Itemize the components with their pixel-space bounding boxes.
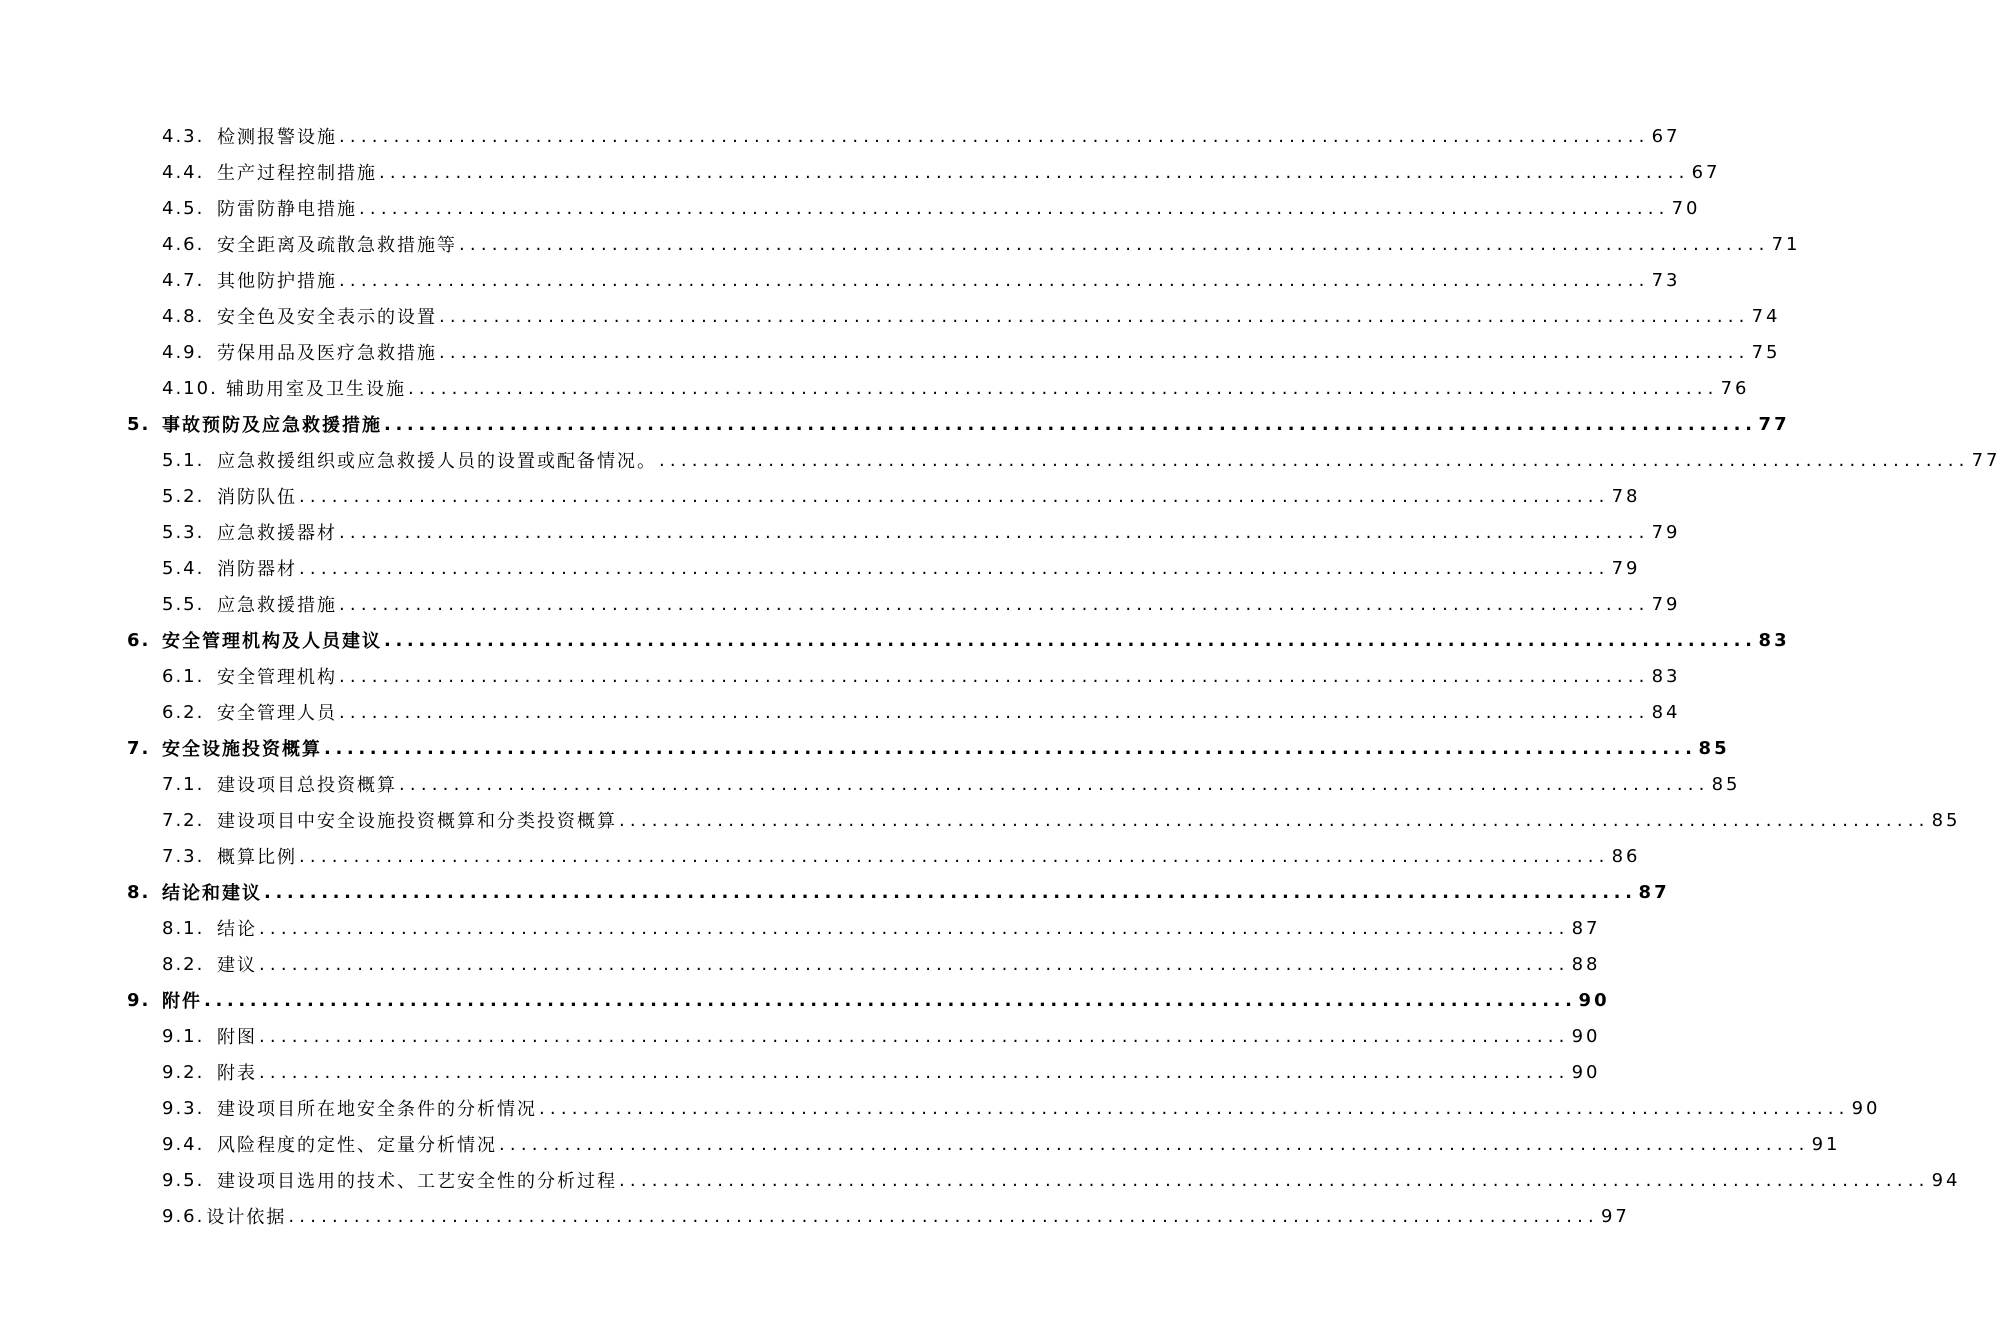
toc-dot-leader: ........................................................................................................................	[339, 521, 1650, 543]
toc-entry-8-2[interactable]	[0, 946, 1601, 982]
toc-entry-page: 83	[1758, 629, 1790, 651]
toc-entry-page: 85	[1931, 809, 1961, 831]
toc-entry-title: 其他防护措施	[217, 271, 337, 292]
toc-entry-number: 4.8.	[162, 305, 205, 327]
toc-dot-leader: ........................................................................................................................	[459, 233, 1770, 255]
toc-entry-number: 5.4.	[162, 557, 205, 579]
table-of-contents	[0, 118, 2001, 1234]
toc-entry-number: 9.6.	[162, 1205, 205, 1227]
toc-dot-leader: ........................................................................................................................	[379, 161, 1690, 183]
toc-entry-number: 9.2.	[162, 1061, 205, 1083]
toc-entry-5-5[interactable]	[0, 586, 1681, 622]
toc-entry-number: 9.	[127, 989, 151, 1011]
toc-dot-leader: ........................................................................................................................	[259, 917, 1570, 939]
toc-dot-leader: ........................................................................................................................	[204, 989, 1577, 1011]
toc-dot-leader: ........................................................................................................................	[399, 773, 1710, 795]
toc-entry-title: 结论	[217, 919, 257, 940]
toc-entry-number: 4.3.	[162, 125, 205, 147]
toc-dot-leader: ........................................................................................................................	[619, 809, 1930, 831]
toc-entry-title: 安全管理机构及人员建议	[162, 631, 382, 652]
toc-entry-page: 87	[1571, 917, 1601, 939]
toc-entry-page: 88	[1571, 953, 1601, 975]
toc-entry-number: 5.5.	[162, 593, 205, 615]
toc-entry-page: 78	[1611, 485, 1641, 507]
toc-entry-title: 设计依据	[206, 1207, 287, 1228]
toc-entry-9-3[interactable]	[0, 1090, 1881, 1126]
toc-entry-title: 消防器材	[217, 559, 297, 580]
toc-entry-number: 8.1.	[162, 917, 205, 939]
toc-entry-title: 建设项目选用的技术、工艺安全性的分析过程	[217, 1171, 617, 1192]
toc-entry-number: 9.4.	[162, 1133, 205, 1155]
toc-entry-7-3[interactable]	[0, 838, 1641, 874]
toc-entry-7-2[interactable]	[0, 802, 1961, 838]
toc-entry-9-4[interactable]	[0, 1126, 1841, 1162]
toc-entry-number: 8.2.	[162, 953, 205, 975]
toc-entry-5-3[interactable]	[0, 514, 1681, 550]
toc-entry-title: 安全管理人员	[217, 703, 337, 724]
toc-entry-page: 83	[1651, 665, 1681, 687]
toc-entry-number: 9.3.	[162, 1097, 205, 1119]
toc-entry-page: 90	[1571, 1025, 1601, 1047]
toc-entry-9-1[interactable]	[0, 1018, 1601, 1054]
toc-dot-leader: ........................................................................................................................	[384, 413, 1757, 435]
toc-entry-page: 84	[1651, 701, 1681, 723]
toc-entry-number: 4.4.	[162, 161, 205, 183]
toc-entry-number: 5.1.	[162, 449, 205, 471]
toc-dot-leader: ........................................................................................................................	[288, 1205, 1599, 1227]
toc-entry-title: 概算比例	[217, 847, 297, 868]
toc-entry-8[interactable]	[0, 874, 1670, 910]
toc-entry-title: 建设项目中安全设施投资概算和分类投资概算	[217, 811, 617, 832]
toc-entry-9[interactable]	[0, 982, 1610, 1018]
toc-entry-page: 90	[1578, 989, 1610, 1011]
toc-entry-9-6[interactable]	[0, 1198, 1630, 1234]
toc-entry-5-1[interactable]	[0, 442, 2001, 478]
toc-entry-9-5[interactable]	[0, 1162, 1961, 1198]
toc-entry-number: 6.1.	[162, 665, 205, 687]
toc-entry-number: 4.5.	[162, 197, 205, 219]
toc-entry-number: 9.5.	[162, 1169, 205, 1191]
toc-dot-leader: ........................................................................................................................	[659, 449, 1970, 471]
toc-entry-title: 附表	[217, 1063, 257, 1084]
toc-entry-page: 79	[1651, 521, 1681, 543]
toc-entry-title: 建议	[217, 955, 257, 976]
toc-entry-title: 生产过程控制措施	[217, 163, 377, 184]
toc-entry-page: 79	[1611, 557, 1641, 579]
toc-entry-page: 67	[1691, 161, 1721, 183]
toc-entry-number: 7.3.	[162, 845, 205, 867]
toc-dot-leader: ........................................................................................................................	[499, 1133, 1810, 1155]
toc-entry-title: 附件	[162, 991, 202, 1012]
toc-entry-5-4[interactable]	[0, 550, 1641, 586]
toc-dot-leader: ........................................................................................................................	[339, 701, 1650, 723]
toc-entry-number: 4.7.	[162, 269, 205, 291]
toc-entry-number: 7.	[127, 737, 151, 759]
toc-entry-6-1[interactable]	[0, 658, 1681, 694]
toc-entry-number: 6.	[127, 629, 151, 651]
toc-entry-6[interactable]	[0, 622, 1790, 658]
toc-dot-leader: ........................................................................................................................	[619, 1169, 1930, 1191]
toc-entry-number: 5.2.	[162, 485, 205, 507]
toc-entry-6-2[interactable]	[0, 694, 1681, 730]
toc-entry-number: 9.1.	[162, 1025, 205, 1047]
toc-entry-page: 77	[1758, 413, 1790, 435]
toc-entry-page: 79	[1651, 593, 1681, 615]
toc-entry-number: 4.9.	[162, 341, 205, 363]
toc-entry-9-2[interactable]	[0, 1054, 1601, 1090]
toc-entry-4-7[interactable]	[0, 262, 1681, 298]
toc-dot-leader: ........................................................................................................................	[259, 1061, 1570, 1083]
toc-entry-title: 安全设施投资概算	[162, 739, 322, 760]
toc-entry-4-5[interactable]	[0, 190, 1701, 226]
toc-dot-leader: ........................................................................................................................	[539, 1097, 1850, 1119]
toc-entry-page: 77	[1971, 449, 2001, 471]
toc-dot-leader: ........................................................................................................................	[384, 629, 1757, 651]
toc-entry-page: 71	[1771, 233, 1801, 255]
toc-entry-7-1[interactable]	[0, 766, 1741, 802]
toc-entry-4-3[interactable]	[0, 118, 1681, 154]
toc-entry-title: 检测报警设施	[217, 127, 337, 148]
toc-dot-leader: ........................................................................................................................	[439, 305, 1750, 327]
toc-entry-number: 4.10.	[162, 377, 218, 399]
toc-entry-title: 结论和建议	[162, 883, 262, 904]
toc-entry-number: 7.1.	[162, 773, 205, 795]
toc-dot-leader: ........................................................................................................................	[299, 557, 1610, 579]
toc-entry-number: 5.3.	[162, 521, 205, 543]
toc-dot-leader: ........................................................................................................................	[408, 377, 1719, 399]
toc-entry-number: 8.	[127, 881, 151, 903]
toc-entry-title: 建设项目总投资概算	[217, 775, 397, 796]
toc-entry-number: 4.6.	[162, 233, 205, 255]
toc-entry-page: 87	[1638, 881, 1670, 903]
toc-entry-title: 风险程度的定性、定量分析情况	[217, 1135, 497, 1156]
toc-entry-page: 67	[1651, 125, 1681, 147]
toc-entry-title: 安全色及安全表示的设置	[217, 307, 437, 328]
toc-entry-8-1[interactable]	[0, 910, 1601, 946]
toc-entry-4-6[interactable]	[0, 226, 1801, 262]
toc-dot-leader: ........................................................................................................................	[339, 665, 1650, 687]
toc-entry-title: 应急救援组织或应急救援人员的设置或配备情况。	[217, 451, 657, 472]
toc-dot-leader: ........................................................................................................................	[439, 341, 1750, 363]
toc-entry-page: 94	[1931, 1169, 1961, 1191]
toc-entry-page: 91	[1811, 1133, 1841, 1155]
toc-dot-leader: ........................................................................................................................	[339, 269, 1650, 291]
toc-entry-title: 劳保用品及医疗急救措施	[217, 343, 437, 364]
toc-entry-title: 应急救援器材	[217, 523, 337, 544]
toc-entry-page: 86	[1611, 845, 1641, 867]
toc-dot-leader: ........................................................................................................................	[339, 593, 1650, 615]
toc-entry-5-2[interactable]	[0, 478, 1641, 514]
toc-dot-leader: ........................................................................................................................	[259, 1025, 1570, 1047]
toc-dot-leader: ........................................................................................................................	[359, 197, 1670, 219]
toc-entry-4-4[interactable]	[0, 154, 1721, 190]
toc-entry-5[interactable]	[0, 406, 1790, 442]
toc-entry-number: 7.2.	[162, 809, 205, 831]
toc-entry-number: 6.2.	[162, 701, 205, 723]
toc-dot-leader: ........................................................................................................................	[299, 845, 1610, 867]
toc-entry-number: 5.	[127, 413, 151, 435]
toc-entry-page: 76	[1720, 377, 1750, 399]
toc-entry-title: 应急救援措施	[217, 595, 337, 616]
toc-entry-title: 消防队伍	[217, 487, 297, 508]
toc-dot-leader: ........................................................................................................................	[259, 953, 1570, 975]
toc-entry-title: 安全距离及疏散急救措施等	[217, 235, 457, 256]
toc-dot-leader: ........................................................................................................................	[299, 485, 1610, 507]
toc-entry-page: 74	[1751, 305, 1781, 327]
toc-entry-page: 97	[1600, 1205, 1630, 1227]
toc-dot-leader: ........................................................................................................................	[339, 125, 1650, 147]
toc-entry-page: 70	[1671, 197, 1701, 219]
toc-entry-page: 90	[1571, 1061, 1601, 1083]
toc-entry-page: 85	[1698, 737, 1730, 759]
toc-entry-page: 73	[1651, 269, 1681, 291]
toc-entry-7[interactable]	[0, 730, 1730, 766]
toc-entry-title: 事故预防及应急救援措施	[162, 415, 382, 436]
toc-entry-title: 安全管理机构	[217, 667, 337, 688]
toc-dot-leader: ........................................................................................................................	[324, 737, 1697, 759]
toc-entry-title: 辅助用室及卫生设施	[226, 379, 406, 400]
toc-entry-page: 75	[1751, 341, 1781, 363]
toc-entry-title: 防雷防静电措施	[217, 199, 357, 220]
toc-entry-page: 90	[1851, 1097, 1881, 1119]
toc-entry-title: 建设项目所在地安全条件的分析情况	[217, 1099, 537, 1120]
toc-entry-title: 附图	[217, 1027, 257, 1048]
toc-entry-page: 85	[1711, 773, 1741, 795]
toc-entry-4-10[interactable]	[0, 370, 1750, 406]
toc-entry-4-8[interactable]	[0, 298, 1781, 334]
toc-entry-4-9[interactable]	[0, 334, 1781, 370]
toc-dot-leader: ........................................................................................................................	[264, 881, 1637, 903]
